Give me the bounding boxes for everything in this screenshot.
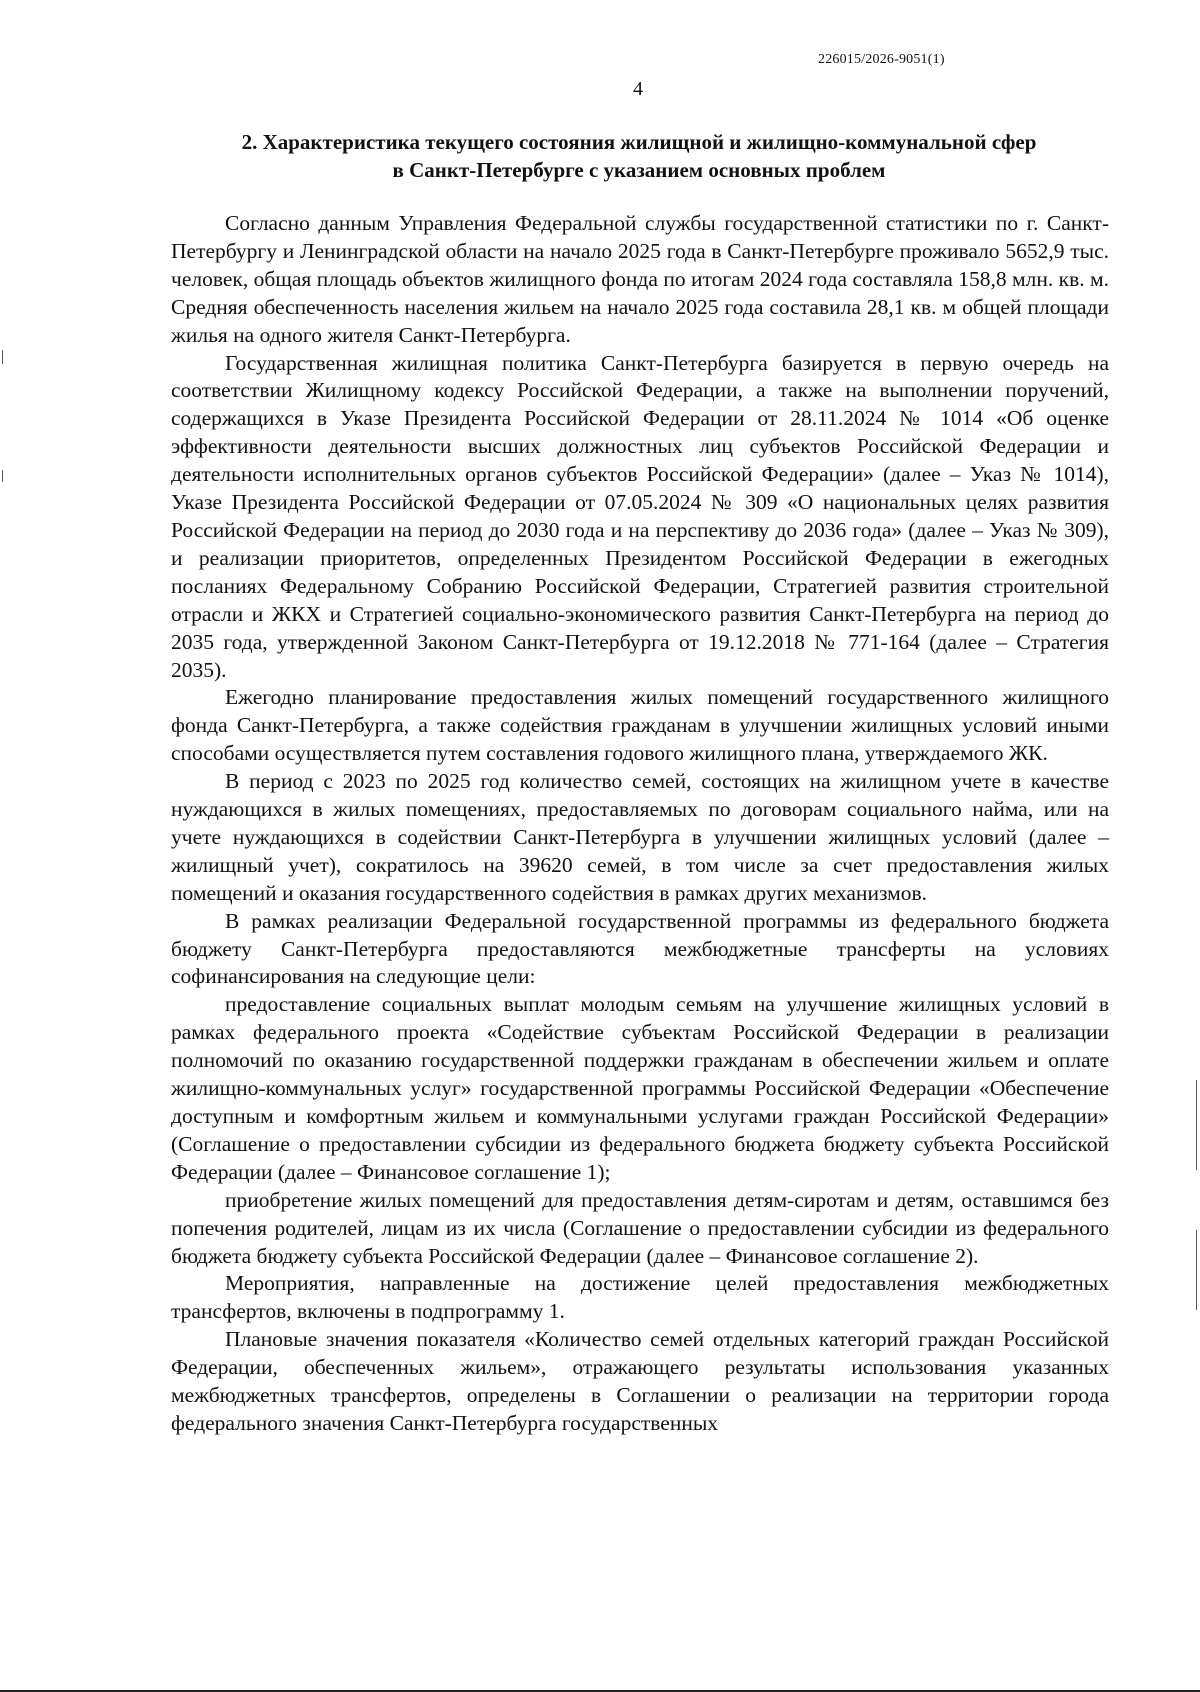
paragraph-federal-program: В рамках реализации Федеральной государственной программы из федерального бюджета бюджету Санкт-Петербурга предоставляются межбюджетные трансферты на условиях софинансирования на следующие цели: — [171, 908, 1109, 989]
right-edge-scan-mark — [1196, 1230, 1197, 1310]
paragraph-housing-policy: Государственная жилищная политика Санкт-Петербурга базируется в первую очередь на соответствии Жилищному кодексу Российской Федерации, а также на выполнении поручений, содержащихся в Указе Президента Российской Федерации от 28.11.2024 № 1014 «Об оценке эффективности деятельности высших должностных лиц субъектов Российской Федерации и деятельности исполнительных органов субъектов Российской Федерации» (далее – Указ № 1014), Указе Президента Российской Федерации от 07.05.2024 № 309 «О национальных целях развития Российской Федерации на период до 2030 года и на перспективу до 2036 года» (далее – Указ № 309), и реализации приоритетов, определенных Президентом Российской Федерации в ежегодных посланиях Федеральному Собранию Российской Федерации, Стратегией развития строительной отрасли и ЖКХ и Стратегией социально-экономического развития Санкт-Петербурга на период до 2035 года, утвержденной Законом Санкт-Петербурга от 19.12.2018 № 771-164 (далее – Стратегия 2035). — [171, 350, 1109, 682]
paragraph-annual-plan: Ежегодно планирование предоставления жилых помещений государственного жилищного фонда Санкт-Петербурга, а также содействия гражданам в улучшении жилищных условий иными способами осуществляется путем составления годового жилищного плана, утверждаемого ЖК. — [171, 685, 1109, 766]
document-registration-number: 226015/2026-9051(1) — [818, 52, 945, 67]
section-heading — [150, 128, 1128, 184]
paragraph-subprogram: Мероприятия, направленные на достижение целей предоставления межбюджетных трансфертов, включены в подпрограмму 1. — [171, 1271, 1109, 1324]
paragraph-population: Согласно данным Управления Федеральной службы государственной статистики по г. Санкт-Петербургу и Ленинградской области на начало 2025 года в Санкт-Петербурге проживало 5652,9 тыс. человек, общая площадь объектов жилищного фонда по итогам 2024 года составляла 158,8 млн. кв. м. Средняя обеспеченность населения жильем на начало 2025 года составила 28,1 кв. м общей площади жилья на одного жителя Санкт-Петербурга. — [171, 211, 1109, 347]
document-body — [171, 210, 1109, 1438]
section-heading-line-1: 2. Характеристика текущего состояния жилищной и жилищно-коммунальной сфер — [241, 130, 1037, 154]
right-edge-scan-mark — [1196, 1080, 1197, 1170]
section-heading-line-2: в Санкт-Петербурге с указанием основных проблем — [392, 158, 886, 182]
paragraph-orphans: приобретение жилых помещений для предоставления детям-сиротам и детям, оставшимся без попечения родителей, лицам из их числа (Соглашение о предоставлении субсидии из федерального бюджета бюджету субъекта Российской Федерации (далее – Финансовое соглашение 2). — [171, 1187, 1109, 1268]
left-edge-scan-mark — [2, 470, 3, 482]
paragraph-planned-values: Плановые значения показателя «Количество семей отдельных категорий граждан Российской Федерации, обеспеченных жильем», отражающего результаты использования указанных межбюджетных трансфертов, определены в Соглашении о реализации на территории города федерального значения Санкт-Петербурга государственных — [171, 1327, 1109, 1435]
paragraph-housing-registry: В период с 2023 по 2025 год количество семей, состоящих на жилищном учете в качестве нуждающихся в жилых помещениях, предоставляемых по договорам социального найма, или на учете нуждающихся в содействии Санкт-Петербурга в улучшении жилищных условий (далее – жилищный учет), сократилось на 39620 семей, в том числе за счет предоставления жилых помещений и оказания государственного содействия в рамках других механизмов. — [171, 769, 1109, 905]
paragraph-young-families: предоставление социальных выплат молодым семьям на улучшение жилищных условий в рамках федерального проекта «Содействие субъектам Российской Федерации в реализации полномочий по оказанию государственной поддержки гражданам в обеспечении жильем и оплате жилищно-коммунальных услуг» государственной программы Российской Федерации «Обеспечение доступным и комфортным жильем и коммунальными услугами граждан Российской Федерации» (Соглашение о предоставлении субсидии из федерального бюджета бюджету субъекта Российской Федерации (далее – Финансовое соглашение 1); — [171, 992, 1109, 1184]
page-number: 4 — [633, 78, 643, 100]
left-edge-scan-mark — [2, 350, 3, 364]
